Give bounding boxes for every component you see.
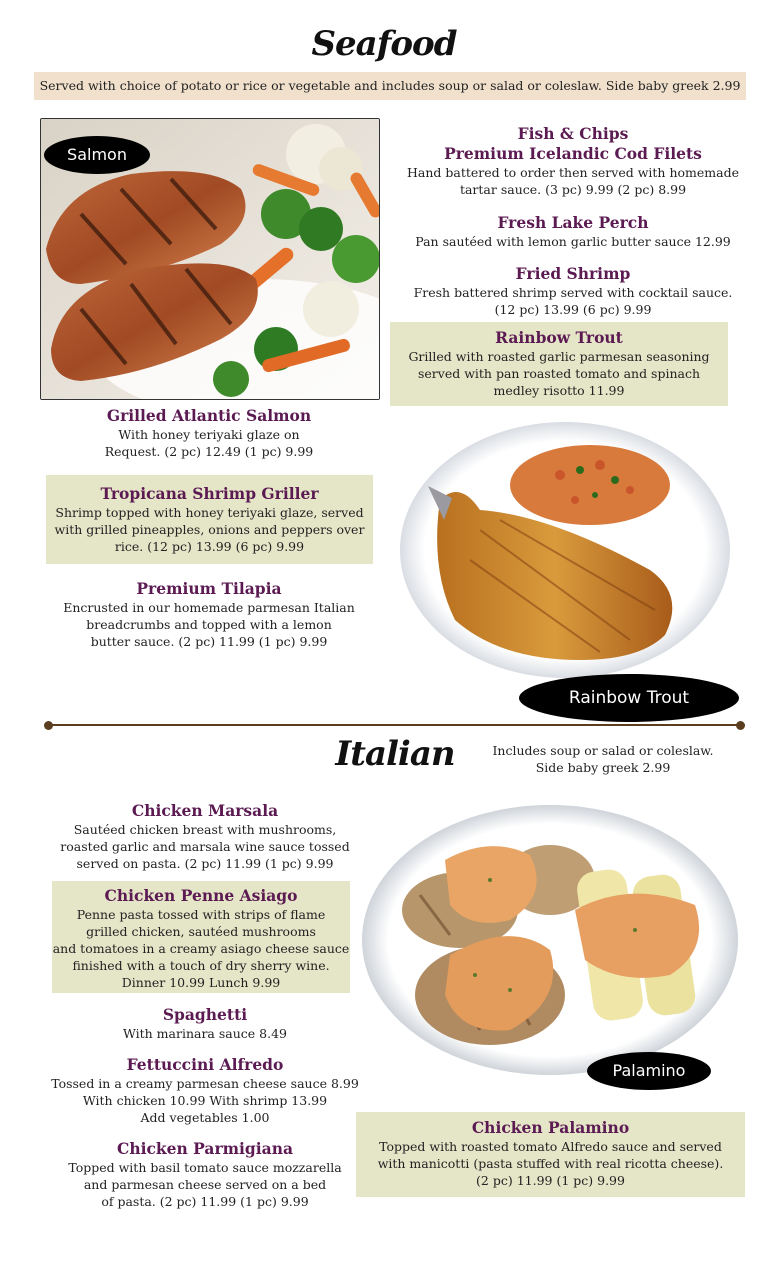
item-desc-line: Dinner 10.99 Lunch 9.99 [121,975,281,990]
trout-photo [400,420,730,700]
menu-item-fried-shrimp [396,264,750,318]
item-desc-line: Pan sautéed with lemon garlic butter sauce 12.99 [415,234,731,249]
item-desc-line: with grilled pineapples, onions and peppers over [54,522,365,537]
italian-title: Italian [335,734,455,774]
item-desc-line: (12 pc) 13.99 (6 pc) 9.99 [494,302,652,317]
menu-item-fish-chips [396,124,750,198]
item-name: Rainbow Trout [495,328,623,347]
item-name: Fresh Lake Perch [497,213,649,232]
italian-note [478,742,728,776]
item-name: Chicken Marsala [131,801,279,820]
item-desc-line: and parmesan cheese served on a bed [83,1177,327,1192]
item-desc-line: Sautéed chicken breast with mushrooms, [73,822,337,837]
section-divider [48,724,742,726]
menu-item-tilapia [40,579,378,650]
item-name: Chicken Penne Asiago [104,886,298,905]
italian-note-line: Side baby greek 2.99 [535,760,671,775]
item-name: Fried Shrimp [515,264,631,283]
menu-item-fettuccini-alfredo [46,1055,364,1126]
menu-item-lake-perch [396,213,750,250]
palamino-photo [360,800,740,1090]
menu-item-tropicana-shrimp [46,475,373,564]
palamino-photo-label: Palamino [587,1052,711,1090]
seafood-title: Seafood [311,24,457,64]
item-name: Tropicana Shrimp Griller [100,484,319,503]
salmon-photo-label: Salmon [44,136,150,174]
italian-note-line: Includes soup or salad or coleslaw. [492,743,714,758]
item-name: Spaghetti [162,1005,248,1024]
item-desc-line: Hand battered to order then served with homemade [407,165,739,180]
item-desc-line: Encrusted in our homemade parmesan Italian [63,600,355,615]
menu-item-rainbow-trout [390,322,728,406]
menu-item-penne-asiago [52,881,350,993]
item-desc-line: with manicotti (pasta stuffed with real ricotta cheese). [377,1156,724,1171]
item-name: Premium Tilapia [136,579,282,598]
item-name: Grilled Atlantic Salmon [106,406,312,425]
item-name: Fish & Chips [517,124,629,143]
item-desc-line: and tomatoes in a creamy asiago cheese sauce [52,941,350,956]
menu-item-chicken-marsala [46,801,364,872]
item-desc-line: Tossed in a creamy parmesan cheese sauce 8.99 [51,1076,359,1091]
item-name: Fettuccini Alfredo [126,1055,284,1074]
item-desc-line: roasted garlic and marsala wine sauce tossed [60,839,350,854]
item-desc-line: Penne pasta tossed with strips of flame [76,907,326,922]
item-desc-line: of pasta. (2 pc) 11.99 (1 pc) 9.99 [101,1194,309,1209]
item-desc-line: tartar sauce. (3 pc) 9.99 (2 pc) 8.99 [459,182,687,197]
item-desc-line: Request. (2 pc) 12.49 (1 pc) 9.99 [104,444,314,459]
item-desc-line: medley risotto 11.99 [493,383,625,398]
menu-item-atlantic-salmon [40,406,378,460]
item-desc-line: (2 pc) 11.99 (1 pc) 9.99 [476,1173,625,1188]
item-desc-line: Grilled with roasted garlic parmesan seasoning [408,349,710,364]
menu-item-spaghetti [46,1005,364,1042]
item-desc-line: butter sauce. (2 pc) 11.99 (1 pc) 9.99 [90,634,328,649]
divider-dot-right [736,721,745,730]
divider-dot-left [44,721,53,730]
item-name: Chicken Parmigiana [116,1139,294,1158]
item-desc-line: Shrimp topped with honey teriyaki glaze, served [55,505,364,520]
item-desc-line: With chicken 10.99 With shrimp 13.99 [82,1093,328,1108]
menu-item-chicken-parmigiana [46,1139,364,1210]
item-desc-line: rice. (12 pc) 13.99 (6 pc) 9.99 [114,539,305,554]
item-name: Chicken Palamino [471,1118,630,1137]
menu-item-chicken-palamino [356,1112,745,1197]
item-subname: Premium Icelandic Cod Filets [444,144,702,163]
item-desc-line: Add vegetables 1.00 [140,1110,270,1125]
item-desc-line: With marinara sauce 8.49 [123,1026,287,1041]
seafood-banner: Served with choice of potato or rice or vegetable and includes soup or salad or coleslaw. Side baby greek 2.99 [34,72,746,100]
item-desc-line: breadcrumbs and topped with a lemon [86,617,332,632]
item-desc-line: finished with a touch of dry sherry wine. [72,958,330,973]
item-desc-line: grilled chicken, sautéed mushrooms [86,924,316,939]
item-desc-line: Topped with roasted tomato Alfredo sauce and served [379,1139,722,1154]
item-desc-line: Fresh battered shrimp served with cocktail sauce. [413,285,733,300]
item-desc-line: served on pasta. (2 pc) 11.99 (1 pc) 9.99 [76,856,334,871]
item-desc-line: With honey teriyaki glaze on [118,427,300,442]
item-desc-line: served with pan roasted tomato and spinach [417,366,701,381]
trout-photo-label: Rainbow Trout [519,674,739,722]
item-desc-line: Topped with basil tomato sauce mozzarella [68,1160,342,1175]
